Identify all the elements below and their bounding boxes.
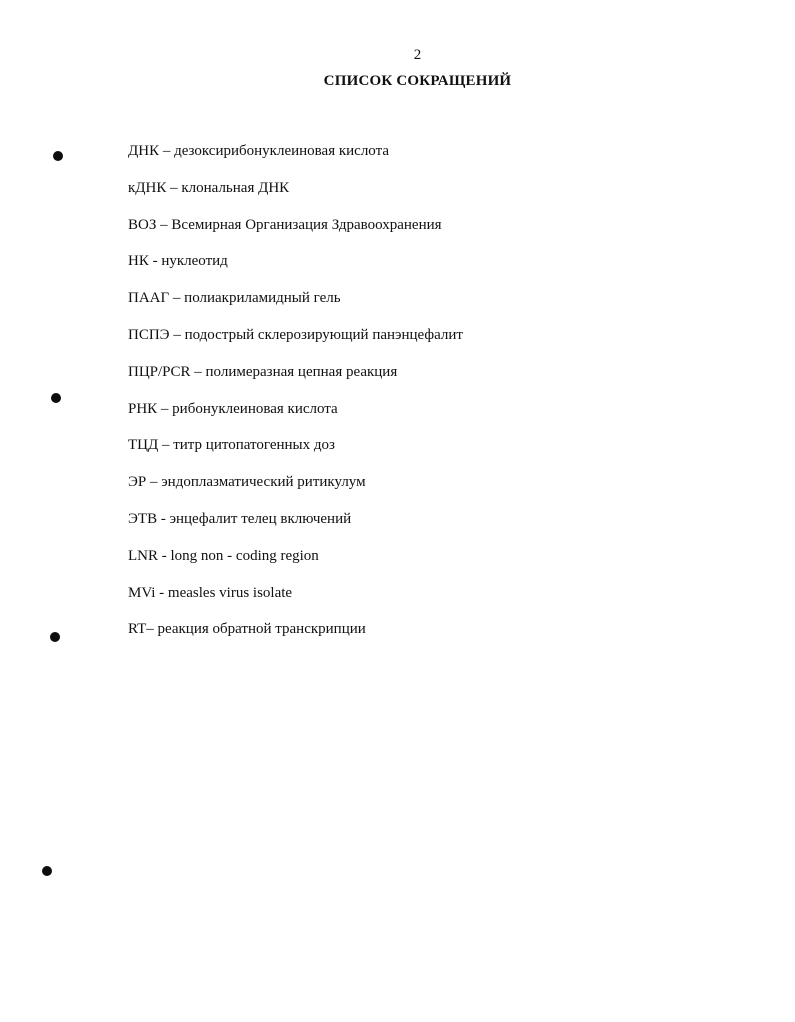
abbreviation-item: РНК – рибонуклеиновая кислота (128, 400, 338, 417)
abbreviation-item: ПААГ – полиакриламидный гель (128, 290, 341, 307)
abbreviation-item: ДНК – дезоксирибонуклеиновая кислота (128, 143, 389, 159)
abbreviation-item: ВОЗ – Всемирная Организация Здравоохранения (128, 216, 442, 233)
abbreviation-item: ПЦР/PCR – полимеразная цепная реакция (128, 363, 398, 380)
page-title: СПИСОК СОКРАЩЕНИЙ (323, 73, 512, 89)
abbreviation-item: ТЦД – титр цитопатогенных доз (128, 437, 335, 454)
punch-hole-mark (53, 151, 63, 161)
abbreviation-item: кДНК – клональная ДНК (128, 179, 290, 196)
punch-hole-mark (50, 632, 60, 642)
punch-hole-mark (42, 866, 52, 876)
punch-hole-mark (51, 393, 61, 403)
abbreviation-item: RT– реакция обратной транскрипции (128, 621, 366, 638)
page-number: 2 (413, 47, 422, 63)
abbreviation-item: НК - нуклеотид (128, 253, 228, 270)
abbreviation-item: ЭТВ - энцефалит телец включений (128, 510, 352, 527)
abbreviation-list (128, 142, 463, 657)
abbreviation-item: MVi - measles virus isolate (128, 584, 293, 601)
abbreviation-item: LNR - long non - coding region (128, 547, 319, 564)
abbreviation-item: ПСПЭ – подострый склерозирующий панэнцефалит (128, 326, 463, 343)
abbreviation-item: ЭР – эндоплазматический ритикулум (128, 474, 366, 491)
